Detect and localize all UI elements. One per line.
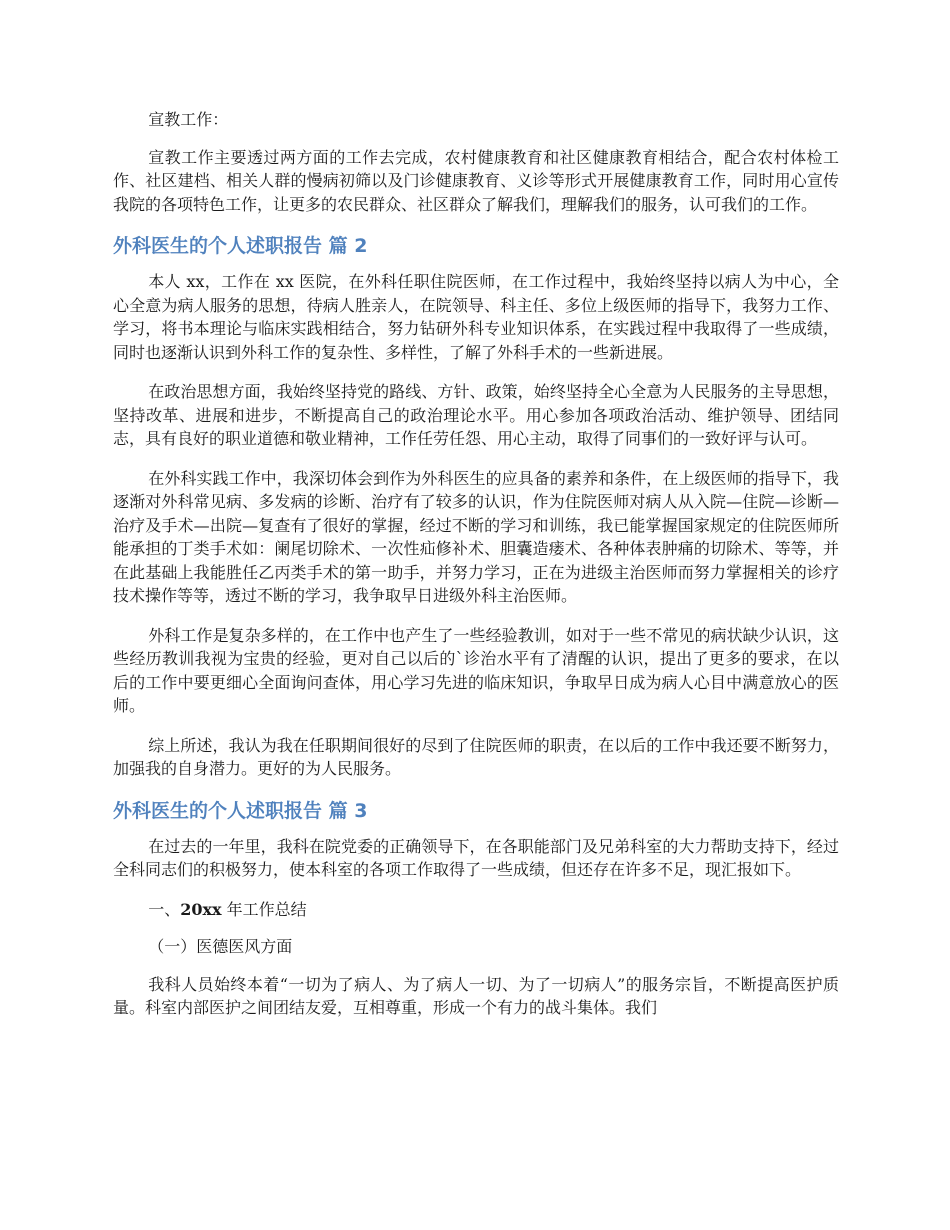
section-2-paragraph: 在外科实践工作中，我深切体会到作为外科医生的应具备的素养和条件，在上级医师的指导下，我逐渐对外科常见病、多发病的诊断、治疗有了较多的认识，作为住院医师对病人从入院—住院—诊断—治疗及手术—出院—复查有了很好的掌握，经过不断的学习和训练，我已能掌握国家规定的住院医师所能承担的丁类手术如：阑尾切除术、一次性疝修补术、胆囊造瘘术、各种体表肿痛的切除术、等等，并在此基础上我能胜任乙丙类手术的第一助手，并努力学习，正在为进级主治医师而努力掌握相关的诊疗技术操作等等，透过不断的学习，我争取早日进级外科主治医师。 bbox=[113, 468, 839, 605]
section-3-summary-heading bbox=[113, 898, 839, 922]
section-3-subheading: （一）医德医风方面 bbox=[148, 937, 293, 956]
section-3-intro: 在过去的一年里，我科在院党委的正确领导下，在各职能部门及兄弟科室的大力帮助支持下，经过全科同志们的积极努力，使本科室的各项工作取得了一些成绩，但还存在许多不足，现汇报如下。 bbox=[113, 836, 839, 879]
section-3-body: 我科人员始终本着“一切为了病人、为了病人一切、为了一切病人”的服务宗旨，不断提高医护质量。科室内部医护之间团结友爱，互相尊重，形成一个有力的战斗集体。我们 bbox=[113, 974, 839, 1017]
section-2-heading: 外科医生的个人述职报告 篇 2 bbox=[113, 235, 368, 257]
section-3-heading: 外科医生的个人述职报告 篇 3 bbox=[113, 799, 368, 822]
document-page bbox=[113, 108, 839, 1036]
summary-prefix: 一、 bbox=[148, 899, 181, 919]
section-2-paragraph: 综上所述，我认为我在任职期间很好的尽到了住院医师的职责，在以后的工作中我还要不断努力，加强我的自身潜力。更好的为人民服务。 bbox=[113, 735, 839, 778]
summary-year: 20xx bbox=[180, 899, 222, 919]
intro-body: 宣教工作主要透过两方面的工作去完成，农村健康教育和社区健康教育相结合，配合农村体检工作、社区建档、相关人群的慢病初筛以及门诊健康教育、义诊等形式开展健康教育工作，同时用心宣传我院的各项特色工作，让更多的农民群众、社区群众了解我们，理解我们的服务，认可我们的工作。 bbox=[113, 147, 839, 214]
intro-label: 宣教工作： bbox=[148, 110, 229, 129]
section-2-paragraph: 本人 xx，工作在 xx 医院，在外科任职住院医师，在工作过程中，我始终坚持以病人为中心，全心全意为病人服务的思想，待病人胜亲人，在院领导、科主任、多位上级医师的指导下，我努力工作、学习，将书本理论与临床实践相结合，努力钻研外科专业知识体系，在实践过程中我取得了一些成绩，同时也逐渐认识到外科工作的复杂性、多样性，了解了外科手术的一些新进展。 bbox=[113, 272, 839, 362]
section-2-paragraph: 在政治思想方面，我始终坚持党的路线、方针、政策，始终坚持全心全意为人民服务的主导思想，坚持改革、进展和进步，不断提高自己的政治理论水平。用心参加各项政治活动、维护领导、团结同志，具有良好的职业道德和敬业精神，工作任劳任怨、用心主动，取得了同事们的一致好评与认可。 bbox=[113, 382, 839, 448]
section-2-paragraph: 外科工作是复杂多样的，在工作中也产生了一些经验教训，如对于一些不常见的病状缺少认识，这些经历教训我视为宝贵的经验，更对自己以后的`诊治水平有了清醒的认识，提出了更多的要求，在以后的工作中要更细心全面询问查体，用心学习先进的临床知识，争取早日成为病人心目中满意放心的医师。 bbox=[113, 625, 839, 715]
summary-suffix: 年工作总结 bbox=[221, 899, 307, 919]
